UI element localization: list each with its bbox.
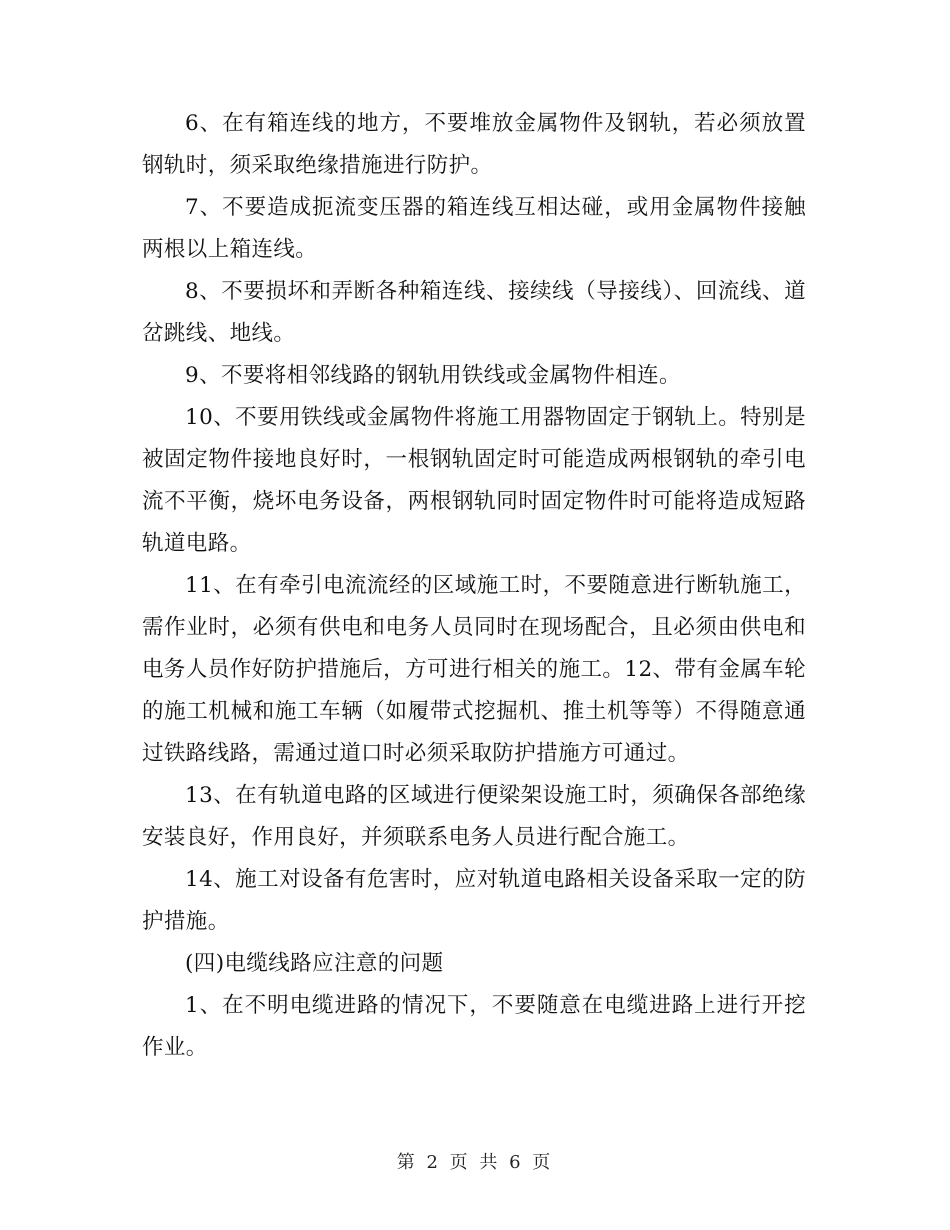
paragraph-item-6: 6、在有箱连线的地方，不要堆放金属物件及钢轨，若必须放置钢轨时，须采取绝缘措施进行防护。 (142, 111, 806, 178)
paragraph-item-13: 13、在有轨道电路的区域进行便梁架设施工时，须确保各部绝缘安装良好，作用良好，并须联系电务人员进行配合施工。 (142, 783, 806, 850)
paragraph-item-11-12: 11、在有牵引电流流经的区域施工时，不要随意进行断轨施工，需作业时，必须有供电和电务人员同时在现场配合，且必须由供电和电务人员作好防护措施后，方可进行相关的施工。12、带有金属车轮的施工机械和施工车辆（如履带式挖掘机、推土机等等）不得随意通过铁路线路，需通过道口时必须采取防护措施方可通过。 (142, 573, 806, 766)
paragraph-cable-item-1: 1、在不明电缆进路的情况下，不要随意在电缆进路上进行开挖作业。 (142, 993, 806, 1060)
document-body (142, 103, 806, 1069)
paragraph-item-9: 9、不要将相邻线路的钢轨用铁线或金属物件相连。 (185, 363, 681, 388)
section-heading: (四)电缆线路应注意的问题 (185, 951, 444, 976)
paragraph-item-10: 10、不要用铁线或金属物件将施工用器物固定于钢轨上。特别是被固定物件接地良好时，一根钢轨固定时可能造成两根钢轨的牵引电流不平衡，烧坏电务设备，两根钢轨同时固定物件时可能将造成短路轨道电路。 (142, 405, 806, 556)
paragraph-item-7: 7、不要造成扼流变压器的箱连线互相达碰，或用金属物件接触两根以上箱连线。 (142, 195, 806, 262)
paragraph-item-14: 14、施工对设备有危害时，应对轨道电路相关设备采取一定的防护措施。 (142, 867, 806, 934)
page-number-footer: 第 2 页 共 6 页 (396, 1152, 554, 1173)
paragraph-item-8: 8、不要损坏和弄断各种箱连线、接续线（导接线）、回流线、道岔跳线、地线。 (142, 279, 806, 346)
